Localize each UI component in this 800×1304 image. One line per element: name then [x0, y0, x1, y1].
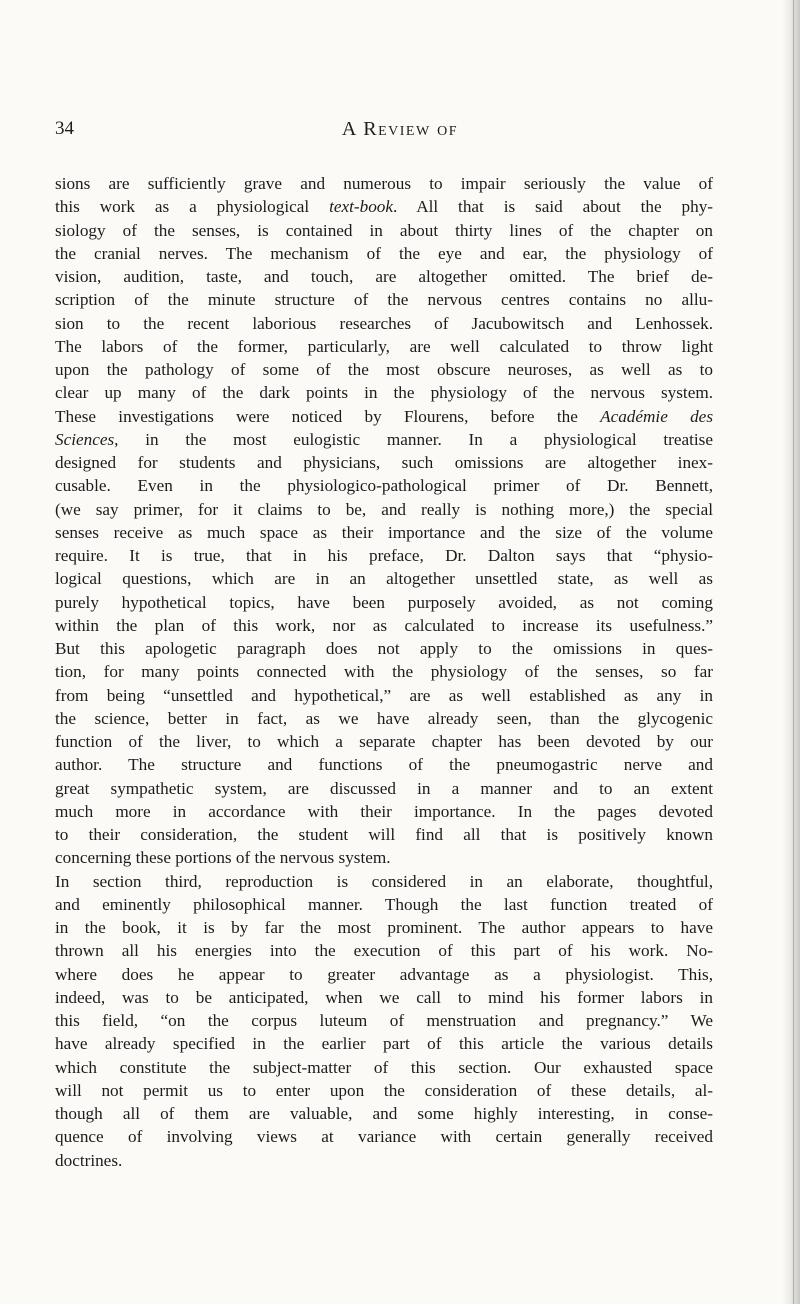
text-line: clear up many of the dark points in the physiology of the nervous system.	[55, 383, 713, 403]
text-line: designed for students and physicians, such omissions are altogether inex-	[55, 453, 713, 472]
text-line: much more in accordance with their importance. In the pages devoted	[55, 801, 713, 821]
text-line: sions are sufficiently grave and numerous to impair seriously the value of	[55, 174, 713, 193]
text-line: But this apologetic paragraph does not apply to the omissions in ques-	[55, 639, 713, 658]
text-line: senses receive as much space as their importance and the size of the volume	[55, 522, 713, 542]
text-line: and eminently philosophical manner. Though the last function treated of	[55, 894, 713, 914]
text-line: the cranial nerves. The mechanism of the eye and ear, the physiology of	[55, 243, 713, 263]
text-line: thrown all his energies into the execution of this part of his work. No-	[55, 941, 713, 961]
text-line: vision, audition, taste, and touch, are altogether omitted. The brief de-	[55, 267, 713, 286]
text-line: Sciences, in the most eulogistic manner. In a physiological treatise	[55, 429, 713, 449]
text-line: In section third, reproduction is considered in an elaborate, thoughtful,	[55, 871, 713, 891]
page-edge-shadow	[782, 0, 800, 1304]
paragraph-1	[55, 172, 713, 870]
text-line: to their consideration, the student will find all that is positively known	[55, 825, 713, 844]
text-line: quence of involving views at variance with certain generally received	[55, 1127, 713, 1147]
text-line: purely hypothetical topics, have been purposely avoided, as not coming	[55, 592, 713, 612]
text-line: function of the liver, to which a separate chapter has been devoted by our	[55, 732, 713, 751]
text-line: the science, better in fact, as we have already seen, than the glycogenic	[55, 708, 713, 728]
text-line: though all of them are valuable, and some highly interesting, in conse-	[55, 1104, 713, 1123]
paragraph-2	[55, 870, 713, 1172]
page-edge-line	[793, 0, 794, 1304]
text-line: this work as a physiological text-book. All that is said about the phy-	[55, 197, 714, 217]
body-text	[55, 172, 713, 1172]
text-line: will not permit us to enter upon the consideration of these details, al-	[55, 1080, 713, 1100]
text-line: (we say primer, for it claims to be, and really is nothing more,) the special	[55, 499, 713, 519]
text-line: indeed, was to be anticipated, when we call to mind his former labors in	[55, 987, 713, 1007]
text-line: concerning these portions of the nervous system.	[55, 848, 391, 868]
text-line: in the book, it is by far the most prominent. The author appears to have	[55, 918, 713, 937]
text-line: this field, “on the corpus luteum of menstruation and pregnancy.” We	[55, 1011, 713, 1030]
text-line: cusable. Even in the physiologico-pathological primer of Dr. Bennett,	[55, 476, 713, 496]
text-line: logical questions, which are in an altogether unsettled state, as well as	[55, 569, 713, 589]
text-line: The labors of the former, particularly, are well calculated to throw light	[55, 336, 713, 356]
text-line: from being “unsettled and hypothetical,” are as well established as any in	[55, 685, 713, 705]
page-number: 34	[55, 118, 74, 139]
text-line: tion, for many points connected with the physiology of the senses, so far	[55, 662, 713, 682]
text-line: author. The structure and functions of the pneumogastric nerve and	[55, 755, 713, 775]
text-line: siology of the senses, is contained in about thirty lines of the chapter on	[55, 220, 713, 240]
text-line: doctrines.	[55, 1150, 123, 1170]
page-header	[55, 118, 715, 148]
text-line: require. It is true, that in his preface, Dr. Dalton says that “physio-	[55, 546, 713, 565]
running-head: A Review of	[341, 118, 459, 140]
text-line: upon the pathology of some of the most obscure neuroses, as well as to	[55, 360, 713, 379]
text-line: have already specified in the earlier part of this article the various details	[55, 1034, 713, 1054]
text-line: within the plan of this work, nor as calculated to increase its usefulness.”	[55, 615, 713, 635]
text-line: where does he appear to greater advantage as a physiologist. This,	[55, 964, 713, 984]
text-line: which constitute the subject-matter of this section. Our exhausted space	[55, 1057, 713, 1077]
text-line: sion to the recent laborious researches of Jacubowitsch and Lenhossek.	[55, 313, 713, 333]
text-line: scription of the minute structure of the nervous centres contains no allu-	[55, 290, 713, 310]
text-line: These investigations were noticed by Flourens, before the Académie des	[55, 406, 714, 426]
text-line: great sympathetic system, are discussed in a manner and to an extent	[55, 778, 713, 798]
